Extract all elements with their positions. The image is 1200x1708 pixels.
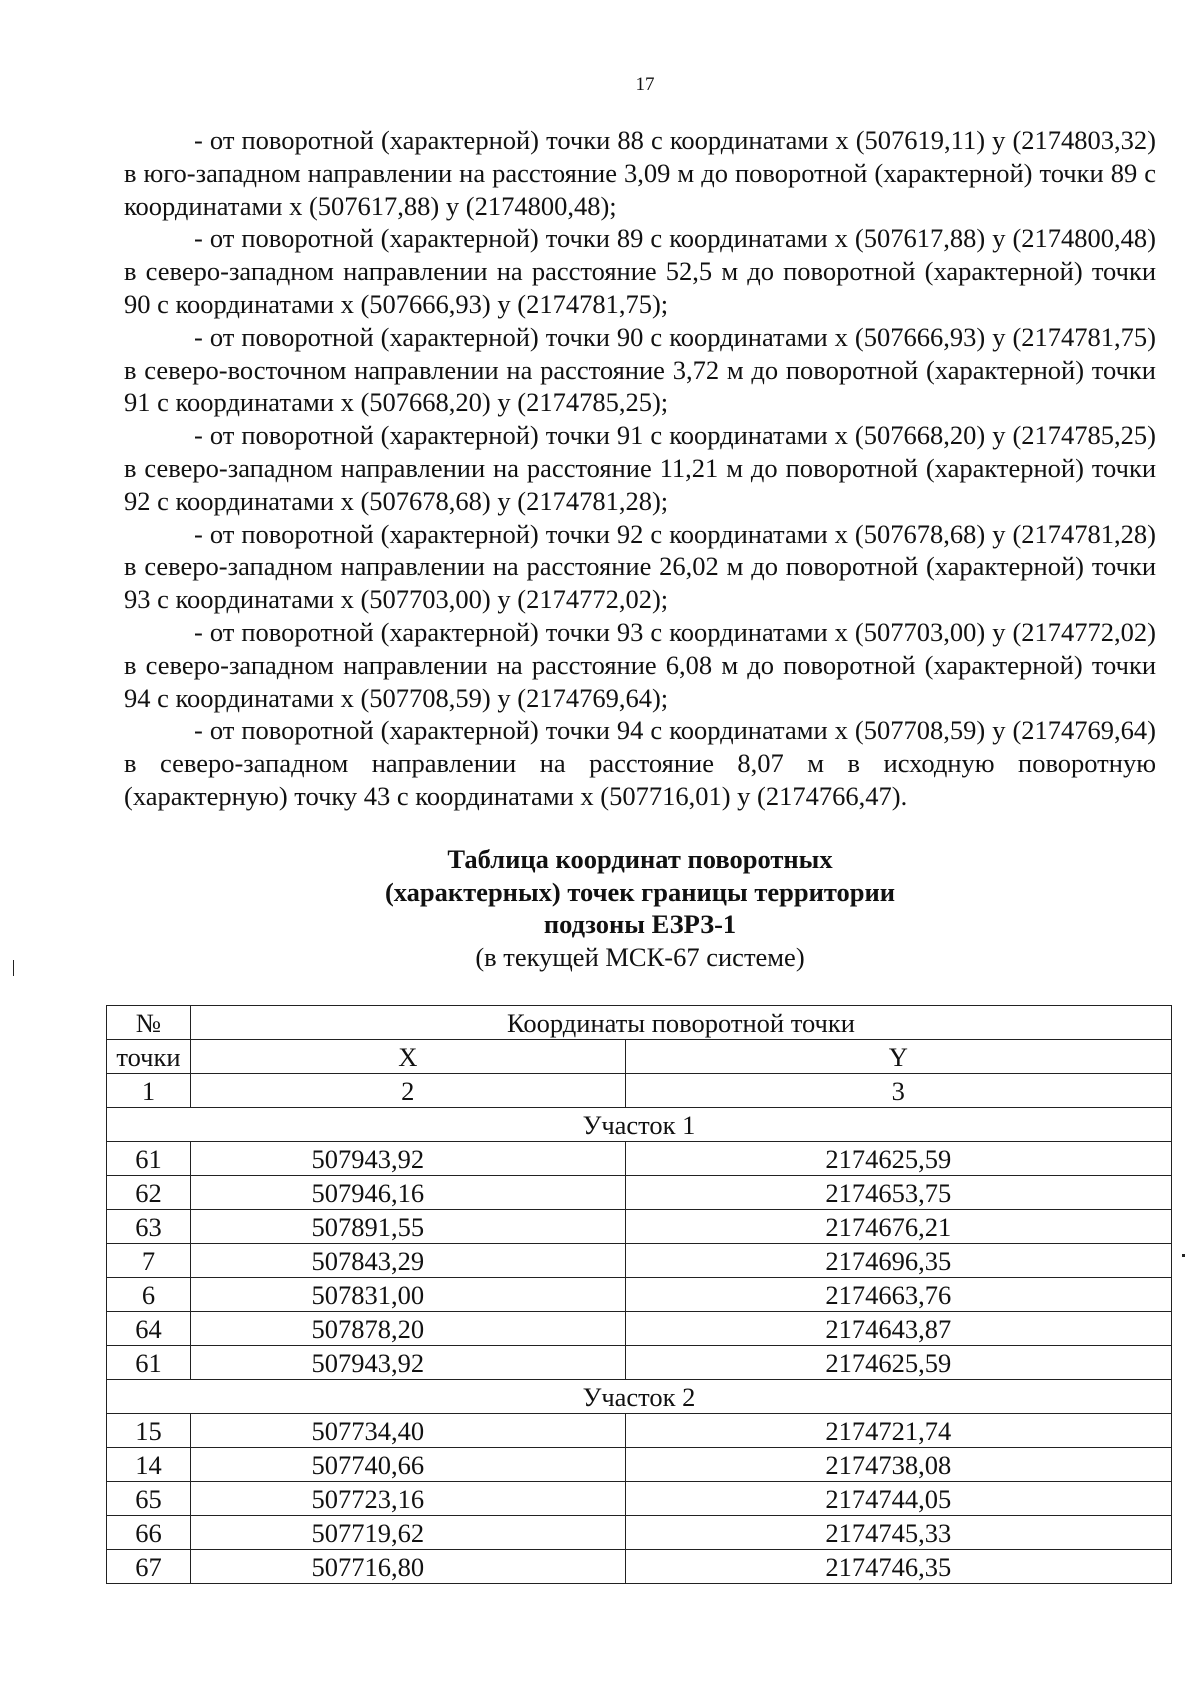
- table-row: [107, 1448, 1172, 1482]
- y-coordinate-cell: 2174663,76: [625, 1278, 1171, 1312]
- table-title-line-3: подзоны ЕЗРЗ-1: [543, 909, 737, 939]
- y-coordinate-cell: 2174653,75: [625, 1176, 1171, 1210]
- table-row: [107, 1244, 1172, 1278]
- column-index-2: 2: [190, 1074, 625, 1108]
- table-title: [124, 843, 1156, 973]
- point-number-cell: 61: [107, 1142, 191, 1176]
- column-index-3: 3: [625, 1074, 1171, 1108]
- section-row: [107, 1380, 1172, 1414]
- point-number-cell: 63: [107, 1210, 191, 1244]
- y-coordinate-cell: 2174746,35: [625, 1550, 1171, 1584]
- point-number-cell: 62: [107, 1176, 191, 1210]
- x-coordinate-cell: 507943,92: [190, 1142, 625, 1176]
- table-header-row-2: [107, 1040, 1172, 1074]
- column-index-1: 1: [107, 1074, 191, 1108]
- table-row: [107, 1414, 1172, 1448]
- point-number-cell: 14: [107, 1448, 191, 1482]
- y-coordinate-cell: 2174676,21: [625, 1210, 1171, 1244]
- table-title-line-2: (характерных) точек границы территории: [384, 876, 896, 907]
- point-number-cell: 6: [107, 1278, 191, 1312]
- coordinates-table: [106, 1005, 1172, 1584]
- y-coordinate-cell: 2174625,59: [625, 1346, 1171, 1380]
- header-num-label: точки: [107, 1040, 191, 1074]
- paragraph-point-91: - от поворотной (характерной) точки 91 с координатами х (507668,20) у (2174785,25) в северо-западном направлении на расстояние 11,21 м до поворотной (характерной) точки 92 с координатами х (507678,68) у (2174781,28);: [124, 420, 1156, 516]
- x-coordinate-cell: 507843,29: [190, 1244, 625, 1278]
- section-row: [107, 1108, 1172, 1142]
- page-number: 17: [635, 74, 655, 95]
- table-row: [107, 1516, 1172, 1550]
- paragraph-point-93: - от поворотной (характерной) точки 93 с координатами х (507703,00) у (2174772,02) в северо-западном направлении на расстояние 6,08 м до поворотной (характерной) точки 94 с координатами х (507708,59) у (2174769,64);: [124, 616, 1156, 713]
- table-header-row-1: [107, 1006, 1172, 1040]
- table-row: [107, 1142, 1172, 1176]
- y-coordinate-cell: 2174745,33: [625, 1516, 1171, 1550]
- y-coordinate-cell: 2174738,08: [625, 1448, 1171, 1482]
- point-number-cell: 65: [107, 1482, 191, 1516]
- y-coordinate-cell: 2174625,59: [625, 1142, 1171, 1176]
- section-title: Участок 1: [107, 1108, 1172, 1142]
- x-coordinate-cell: 507891,55: [190, 1210, 625, 1244]
- point-number-cell: 15: [107, 1414, 191, 1448]
- x-coordinate-cell: 507719,62: [190, 1516, 625, 1550]
- table-title-line-1: Таблица координат поворотных: [447, 844, 833, 874]
- section-title: Участок 2: [107, 1380, 1172, 1414]
- header-num-symbol: №: [107, 1006, 191, 1040]
- paragraph-point-92: - от поворотной (характерной) точки 92 с координатами х (507678,68) у (2174781,28) в северо-западном направлении на расстояние 26,02 м до поворотной (характерной) точки 93 с координатами х (507703,00) у (2174772,02);: [124, 518, 1156, 615]
- y-coordinate-cell: 2174721,74: [625, 1414, 1171, 1448]
- table-row: [107, 1210, 1172, 1244]
- x-coordinate-cell: 507716,80: [190, 1550, 625, 1584]
- header-x: X: [190, 1040, 625, 1074]
- table-row: [107, 1346, 1172, 1380]
- table-body: [107, 1108, 1172, 1584]
- scan-mark-left: [13, 960, 14, 976]
- table-row: [107, 1312, 1172, 1346]
- x-coordinate-cell: 507723,16: [190, 1482, 625, 1516]
- paragraph-point-89: - от поворотной (характерной) точки 89 с координатами х (507617,88) у (2174800,48) в северо-западном направлении на расстояние 52,5 м до поворотной (характерной) точки 90 с координатами х (507666,93) у (2174781,75);: [124, 223, 1156, 319]
- scan-mark-right: [1182, 1254, 1185, 1257]
- point-number-cell: 7: [107, 1244, 191, 1278]
- header-y: Y: [625, 1040, 1171, 1074]
- point-number-cell: 66: [107, 1516, 191, 1550]
- table-column-index-row: [107, 1074, 1172, 1108]
- y-coordinate-cell: 2174744,05: [625, 1482, 1171, 1516]
- y-coordinate-cell: 2174696,35: [625, 1244, 1171, 1278]
- paragraph-point-94: - от поворотной (характерной) точки 94 с координатами х (507708,59) у (2174769,64) в северо-западном направлении на расстояние 8,07 м в исходную поворотную (характерную) точку 43 с координатами х (507716,01) у (2174766,47).: [124, 715, 1156, 811]
- x-coordinate-cell: 507734,40: [190, 1414, 625, 1448]
- table-row: [107, 1482, 1172, 1516]
- table-row: [107, 1550, 1172, 1584]
- x-coordinate-cell: 507740,66: [190, 1448, 625, 1482]
- table-row: [107, 1278, 1172, 1312]
- table-row: [107, 1176, 1172, 1210]
- header-coordinates: Координаты поворотной точки: [190, 1006, 1171, 1040]
- x-coordinate-cell: 507831,00: [190, 1278, 625, 1312]
- point-number-cell: 64: [107, 1312, 191, 1346]
- x-coordinate-cell: 507878,20: [190, 1312, 625, 1346]
- paragraph-point-88: - от поворотной (характерной) точки 88 с координатами х (507619,11) у (2174803,32) в юго-западном направлении на расстояние 3,09 м до поворотной (характерной) точки 89 с координатами х (507617,88) у (2174800,48);: [124, 125, 1156, 221]
- x-coordinate-cell: 507943,92: [190, 1346, 625, 1380]
- body-text: [124, 124, 1156, 813]
- x-coordinate-cell: 507946,16: [190, 1176, 625, 1210]
- y-coordinate-cell: 2174643,87: [625, 1312, 1171, 1346]
- point-number-cell: 67: [107, 1550, 191, 1584]
- table-subtitle: (в текущей МСК-67 системе): [475, 941, 805, 972]
- point-number-cell: 61: [107, 1346, 191, 1380]
- paragraph-point-90: - от поворотной (характерной) точки 90 с координатами х (507666,93) у (2174781,75) в северо-восточном направлении на расстояние 3,72 м до поворотной (характерной) точки 91 с координатами х (507668,20) у (2174785,25);: [124, 321, 1156, 418]
